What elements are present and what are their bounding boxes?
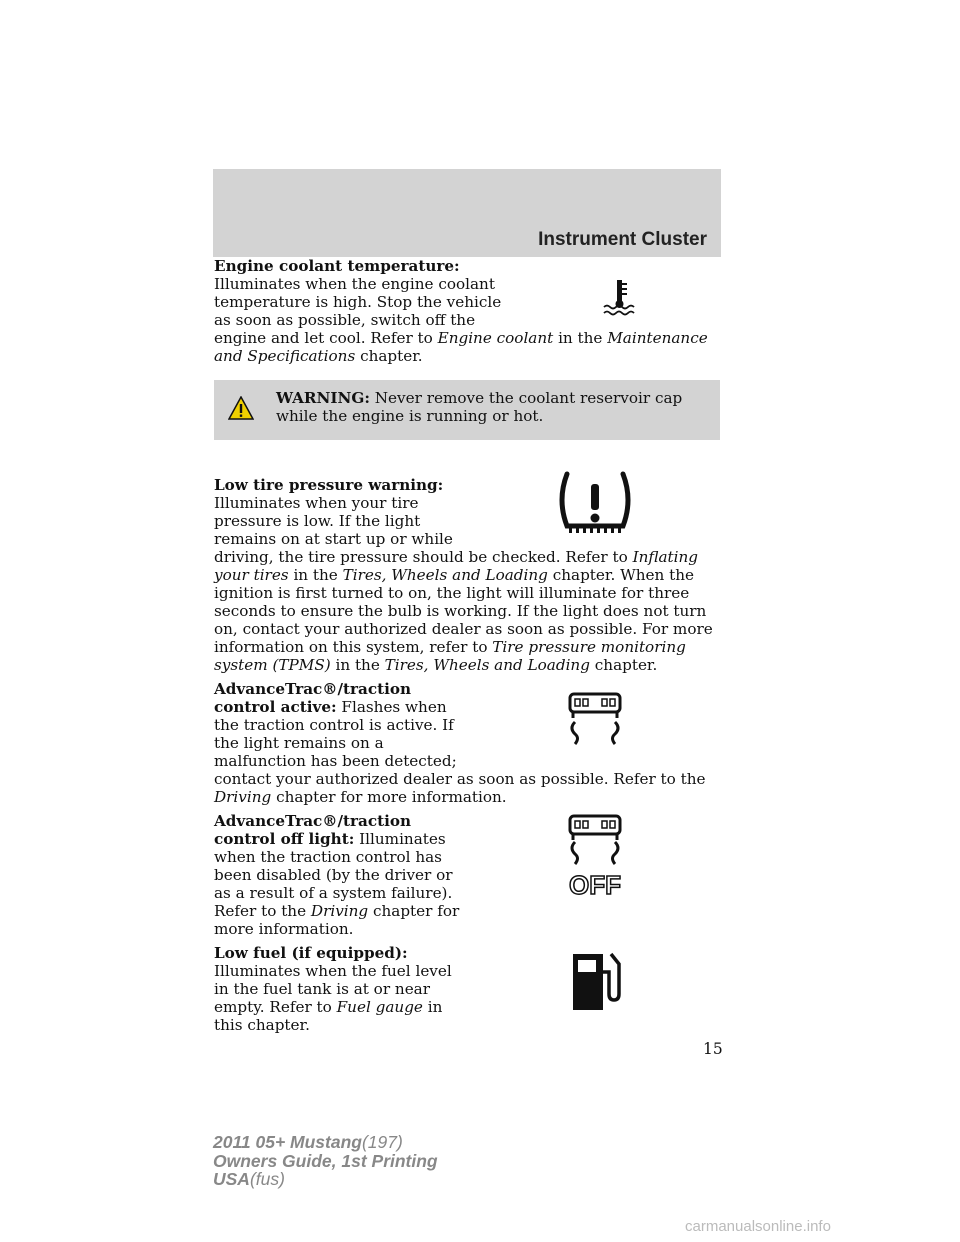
traction-control-icon xyxy=(565,688,625,748)
traction-active-body-1: Flashes when the traction control is active. If the light remains on a malfunction has been detected; contact your authorized dealer as soon as possible. Refer to the xyxy=(214,698,706,788)
page-content xyxy=(214,257,720,1034)
tire-body-1: Illuminates when your tire pressure is low. If the light remains on at start up or while driving, the tire pressure should be checked. Refer to xyxy=(214,494,628,566)
warning-label: WARNING: xyxy=(276,389,370,407)
coolant-icon-slot xyxy=(520,257,720,313)
coolant-body-1: Illuminates when the engine coolant temperature is high. Stop the vehicle as soon as possible, switch off the engine and let cool. Refer to xyxy=(214,275,502,347)
traction-off-ref-1: Driving xyxy=(310,902,369,920)
fuel-ref-1: Fuel gauge xyxy=(336,998,423,1016)
traction-off-label: OFF xyxy=(569,870,621,898)
warning-box xyxy=(214,380,720,440)
footer-region-code: (fus) xyxy=(249,1169,285,1189)
fuel-icon-slot xyxy=(470,944,720,1022)
tire-pressure-icon xyxy=(553,470,637,540)
footer-guide: Owners Guide, 1st Printing xyxy=(213,1150,438,1171)
footer xyxy=(213,1133,438,1189)
fuel-body-1: Illuminates when the fuel level in the fuel tank is at or near empty. Refer to xyxy=(214,962,452,1016)
traction-off-body-2: chapter for more information. xyxy=(214,902,460,938)
fuel-section xyxy=(214,944,720,1034)
traction-off-icon-slot xyxy=(470,812,720,916)
tire-body-2: in the xyxy=(293,566,338,584)
coolant-ref-2: Maintenance and Specifications xyxy=(214,329,708,365)
tire-icon-slot xyxy=(470,476,720,548)
coolant-section xyxy=(214,257,720,365)
fuel-body-2: in this chapter. xyxy=(214,998,443,1034)
traction-active-section xyxy=(214,680,720,806)
section-title: Instrument Cluster xyxy=(538,229,707,250)
traction-control-off-icon xyxy=(565,812,625,898)
coolant-temperature-icon xyxy=(600,277,640,317)
traction-off-section xyxy=(214,812,720,938)
traction-active-title: AdvanceTrac®/traction control active: xyxy=(214,680,412,716)
coolant-body-3: chapter. xyxy=(360,347,423,365)
page-number: 15 xyxy=(703,1040,723,1058)
coolant-title: Engine coolant temperature: xyxy=(214,257,460,275)
tire-body-3: chapter. When the ignition is first turned to on, the light will illuminate for three seconds to ensure the bulb is working. If the light does not turn on, contact your authorized dealer as soon as possible. For more information on this system, refer to xyxy=(214,566,713,656)
footer-model: 2011 05+ Mustang xyxy=(213,1132,362,1152)
tire-ref-2: Tires, Wheels and Loading xyxy=(342,566,548,584)
header-band xyxy=(213,169,721,257)
warning-text: Never remove the coolant reservoir cap while the engine is running or hot. xyxy=(276,389,683,425)
tire-body-5: chapter. xyxy=(594,656,658,674)
footer-region: USA xyxy=(213,1169,250,1189)
tire-ref-3: Tire pressure monitoring system (TPMS) xyxy=(214,638,686,674)
traction-active-icon-slot xyxy=(470,680,720,766)
tire-title: Low tire pressure warning: xyxy=(214,476,444,494)
watermark: carmanualsonline.info xyxy=(685,1218,831,1235)
footer-model-code: (197) xyxy=(361,1132,403,1152)
coolant-body-2: in the xyxy=(558,329,603,347)
tire-ref-1: Inflating your tires xyxy=(214,548,699,584)
tire-ref-4: Tires, Wheels and Loading xyxy=(384,656,590,674)
fuel-title: Low fuel (if equipped): xyxy=(214,944,408,962)
traction-active-body-2: chapter for more information. xyxy=(276,788,507,806)
coolant-ref-1: Engine coolant xyxy=(437,329,554,347)
tire-body-4: in the xyxy=(335,656,380,674)
traction-off-title: AdvanceTrac®/traction control off light: xyxy=(214,812,412,848)
warning-triangle-icon xyxy=(228,396,254,420)
fuel-pump-icon xyxy=(567,948,623,1014)
tire-section xyxy=(214,476,720,674)
warning-text-block xyxy=(276,389,710,425)
traction-off-body-1: Illuminates when the traction control has been disabled (by the driver or as a result of a system failure). Refer to the xyxy=(214,830,453,920)
traction-active-ref-1: Driving xyxy=(214,788,272,806)
